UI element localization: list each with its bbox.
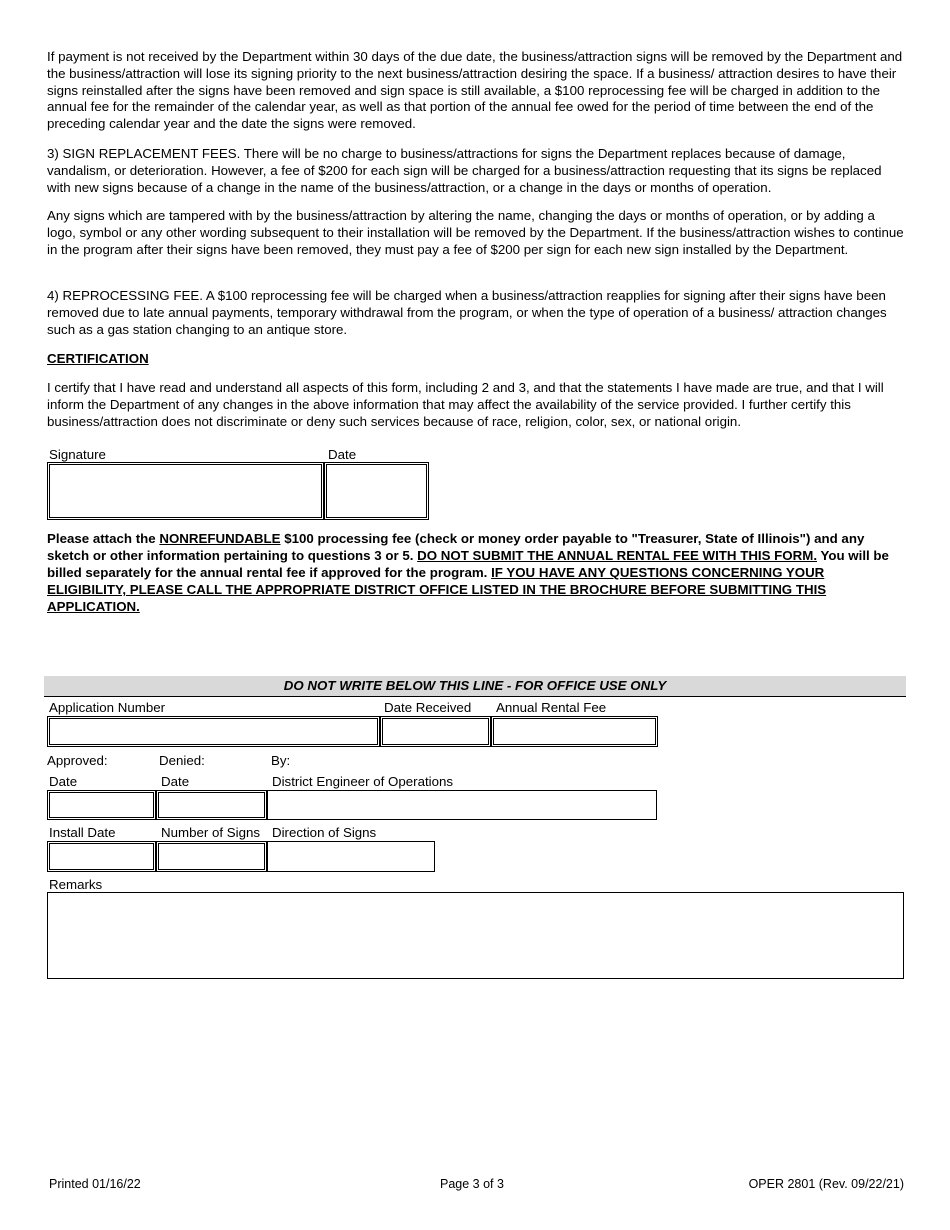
submission-notice <box>47 530 907 615</box>
notice-part-3: $100 processing fee (check or money order payable to "Treasurer, State of Illinois") and any sketch or other information pertaining to questions 3 or 5. <box>47 531 865 563</box>
denied-date-field[interactable] <box>156 790 267 820</box>
number-of-signs-field[interactable] <box>156 841 267 872</box>
annual-rental-fee-label: Annual Rental Fee <box>496 700 607 715</box>
reprocessing-fee-paragraph: 4) REPROCESSING FEE. A $100 reprocessing fee will be charged when a business/attraction reapplies for signing after their signs have been removed due to late annual payments, temporary withdrawal from the program, or when the type of operation of a business/ attraction changes such as a gas station changing to an antique store. <box>47 288 887 337</box>
approved-date-field[interactable] <box>47 790 156 820</box>
remarks-field[interactable] <box>47 892 904 979</box>
district-engineer-field[interactable] <box>267 790 657 820</box>
number-of-signs-label: Number of Signs <box>161 825 261 840</box>
install-date-label: Install Date <box>49 825 116 840</box>
page-number: Page 3 of 3 <box>440 1177 504 1191</box>
direction-of-signs-label: Direction of Signs <box>272 825 377 840</box>
denied-date-label: Date <box>161 774 190 789</box>
install-date-field[interactable] <box>47 841 156 872</box>
signature-label: Signature <box>49 447 106 462</box>
district-engineer-label: District Engineer of Operations <box>272 774 454 789</box>
by-label: By: <box>271 753 291 768</box>
form-id: OPER 2801 (Rev. 09/22/21) <box>748 1177 904 1191</box>
notice-part-5: You will be billed separately for the annual rental fee if approved for the program. <box>47 548 889 580</box>
notice-no-annual-fee: DO NOT SUBMIT THE ANNUAL RENTAL FEE WITH THIS FORM. <box>417 548 818 563</box>
certification-text: I certify that I have read and understand all aspects of this form, including 2 and 3, and that the statements I have made are true, and that I will inform the Department of any changes in the above information that may affect the availability of the service provided. I further certify this business/attraction does not discriminate or deny such services because of race, religion, color, sex, or national origin. <box>47 380 884 429</box>
approved-date-label: Date <box>49 774 78 789</box>
signature-date-label: Date <box>328 447 357 462</box>
denied-label: Denied: <box>159 753 205 768</box>
printed-date: Printed 01/16/22 <box>49 1177 141 1191</box>
application-number-label: Application Number <box>49 700 166 715</box>
payment-paragraph: If payment is not received by the Department within 30 days of the due date, the business/attraction signs will be removed by the Department and the business/attraction will lose its signing priority to the next business/attraction desiring the space. If a business/ attraction desires to have their signs reinstalled after the signs have been removed and sign space is still available, a $100 reprocessing fee will be charged in addition to the annual fee for the remainder of the calendar year, as well as that portion of the annual fee owed for the period of time between the end of the preceding calendar year and the date the signs were removed. <box>47 49 903 132</box>
date-received-field[interactable] <box>380 716 491 747</box>
signature-date-field[interactable] <box>324 462 429 520</box>
signature-field[interactable] <box>47 462 324 520</box>
direction-of-signs-field[interactable] <box>267 841 435 872</box>
tampered-signs-paragraph: Any signs which are tampered with by the business/attraction by altering the name, changing the days or months of operation, or by adding a logo, symbol or any other wording subsequent to their installation will be removed by the Department. If the business/attraction wishes to continue in the program after their signs have been removed, they must pay a fee of $200 per sign for each new sign installed by the Department. <box>47 208 904 257</box>
date-received-label: Date Received <box>384 700 472 715</box>
annual-rental-fee-field[interactable] <box>491 716 658 747</box>
application-number-field[interactable] <box>47 716 380 747</box>
office-use-header: DO NOT WRITE BELOW THIS LINE - FOR OFFICE USE ONLY <box>44 676 906 697</box>
notice-nonrefundable: NONREFUNDABLE <box>159 531 281 546</box>
sign-replacement-paragraph: 3) SIGN REPLACEMENT FEES. There will be no charge to business/attractions for signs the Department replaces because of damage, vandalism, or deterioration. However, a fee of $200 for each sign will be charged for a business/attraction requesting that its signs be replaced with new signs because of a change in the name of the business/attraction, or a change in the days or months of operation. <box>47 146 882 195</box>
notice-part-1: Please attach the <box>47 531 160 546</box>
certification-heading: CERTIFICATION <box>47 351 149 366</box>
notice-questions: IF YOU HAVE ANY QUESTIONS CONCERNING YOUR ELIGIBILITY, PLEASE CALL THE APPROPRIATE DISTRICT OFFICE LISTED IN THE BROCHURE BEFORE SUBMITTING THIS APPLICATION. <box>47 565 827 614</box>
approved-label: Approved: <box>47 753 108 768</box>
remarks-label: Remarks <box>49 877 103 892</box>
